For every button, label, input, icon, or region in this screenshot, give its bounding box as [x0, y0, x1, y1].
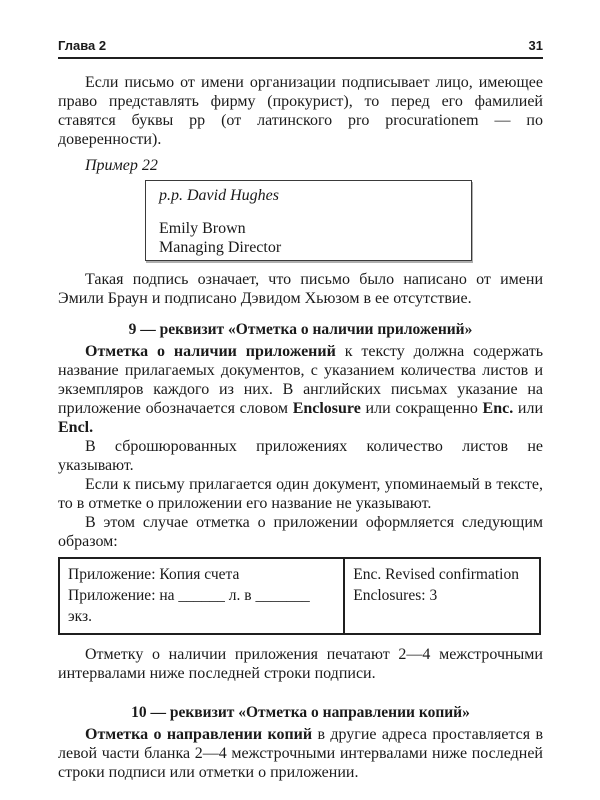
bold-term-enc: Enc. — [482, 400, 514, 417]
example-signer-title: Managing Director — [159, 239, 282, 256]
example-signature-box — [145, 180, 472, 261]
table-cell-russian-enclosure — [59, 558, 344, 634]
paragraph-text: или сокращенно — [360, 400, 483, 417]
table-cell-english-enclosure — [344, 558, 540, 634]
signature-note-paragraph: Такая подпись означает, что письмо было написано от имени Эмили Браун и подписано Дэвидом Хьюзом в ее отсутствие. — [58, 271, 543, 307]
page-number: 31 — [528, 38, 543, 53]
paragraph-text: или — [513, 400, 544, 417]
paragraph-text: в другие адреса проставляется в левой части бланка 2—4 межстрочными интервалами ниже последней строки подписи или отметки о приложении. — [58, 726, 543, 781]
table-row — [59, 558, 540, 634]
section9-paragraph-4: В этом случае отметка о приложении оформляется следующим образом: — [58, 514, 543, 550]
section10-heading: 10 — реквизит «Отметка о направлении копий» — [131, 704, 470, 721]
bold-term-enclosure-mark: Отметка о наличии приложений — [85, 343, 336, 360]
example-signer-name: Emily Brown — [159, 220, 246, 237]
table-line-russian-1: Приложение: Копия счета — [68, 566, 240, 583]
example-pp-signature: p.p. David Hughes — [159, 187, 279, 204]
table-line-english-1: Enc. Revised confirmation — [353, 566, 519, 583]
example-label: Пример 22 — [85, 157, 158, 174]
enclosure-examples-table — [58, 557, 541, 635]
bold-term-copies-mark: Отметка о направлении копий — [85, 726, 313, 743]
table-line-english-2: Enclosures: 3 — [353, 587, 438, 604]
section10-paragraph-1 — [58, 725, 543, 782]
section9-paragraph-2: В сброшюрованных приложениях количество листов не указывают. — [58, 438, 543, 474]
table-line-russian-2: Приложение: на ______ л. в _______ экз. — [68, 587, 310, 625]
chapter-label: Глава 2 — [58, 38, 107, 53]
section9-paragraph-3: Если к письму прилагается один документ, упоминаемый в тексте, то в отметке о приложении его название не указывают. — [58, 476, 543, 512]
page-header — [58, 38, 543, 59]
section9-heading: 9 — реквизит «Отметка о наличии приложений» — [128, 321, 473, 338]
section9-paragraph-1 — [58, 342, 543, 437]
intro-paragraph: Если письмо от имени организации подписывает лицо, имеющее право представлять фирму (прокурист), то перед его фамилией ставятся буквы pp (от латинского pro procurationem — по доверенности). — [58, 74, 543, 148]
bold-term-enclosure: Enclosure — [292, 400, 361, 417]
bold-term-encl: Encl. — [58, 419, 94, 436]
paragraph-text: к тексту должна содержать название прилагаемых документов, с указанием количества листов и экземпляров каждого из них. В английских письмах указание на приложение обозначается словом — [58, 343, 544, 417]
section9-paragraph-5: Отметку о наличии приложения печатают 2—4 межстрочными интервалами ниже последней строки подписи. — [58, 646, 543, 682]
